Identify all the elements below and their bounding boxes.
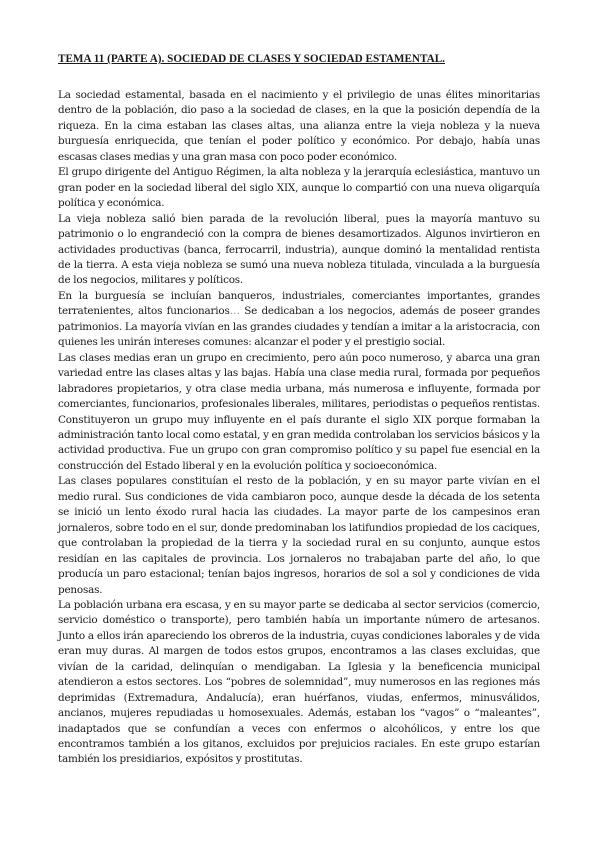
paragraph-poblacion-urbana: La población urbana era escasa, y en su mayor parte se dedicaba al sector servicios (comercio, servicio doméstico o transporte), pero también había un importante número de artesanos. Junto a ellos irán apareciendo los obreros de la industria, cuyas condiciones laborales y de vida eran muy duras. Al margen de todos estos grupos, encontramos a las clases excluidas, que vivían de la caridad, delinquían o mendigaban. La Iglesia y la beneficencia municipal atendieron a estos sectores. Los “pobres de solemnidad”, muy numerosos en las regiones más deprimidas (Extremadura, Andalucía), eran huérfanos, viudas, enfermos, minusválidos, ancianos, mujeres repudiadas u homosexuales. Además, estaban los “vagos” o “maleantes”, inadaptados que se confundían a veces con enfermos o alcohólicos, y entre los que encontramos también a los gitanos, excluidos por prejuicios raciales. En este grupo estarían también los presidiarios, expósitos y prostitutas.	[58, 598, 540, 766]
paragraph-clases-medias: Las clases medias eran un grupo en crecimiento, pero aún poco numeroso, y abarca una gran variedad entre las clases altas y las bajas. Había una clase media rural, formada por pequeños labradores propietarios, y otra clase media urbana, más numerosa e influyente, formada por comerciantes, funcionarios, profesionales liberales, militares, periodistas o pequeños rentistas. Constituyeron un grupo muy influyente en el país durante el siglo XIX porque formaban la administración tanto local como estatal, y en gran medida controlaban los servicios básicos y la actividad productiva. Fue un grupo con gran compromiso político y su papel fue esencial en la construcción del Estado liberal y en la evolución política y socioeconómica.	[58, 351, 540, 472]
paragraph-sociedad-estamental: La sociedad estamental, basada en el nacimiento y el privilegio de unas élites minoritarias dentro de la población, dio paso a la sociedad de clases, en la que la posición dependía de la riqueza. En la cima estaban las clases altas, una alianza entre la vieja nobleza y la nueva burguesía enriquecida, que tenían el poder político y económico. Por debajo, había unas escasas clases medias y una gran masa con poco poder económico.	[58, 89, 540, 163]
burguesia-text-before: En la burguesía se incluían banqueros, industriales, comerciantes importantes, grandes terratenientes, altos funcionarios	[58, 289, 540, 318]
paragraph-grupo-dirigente: El grupo dirigente del Antiguo Régimen, la alta nobleza y la jerarquía eclesiástica, mantuvo un gran poder en la sociedad liberal del siglo XIX, aunque lo compartió con una nueva oligarquía política y económica.	[58, 166, 540, 210]
document-title: TEMA 11 (PARTE A). SOCIEDAD DE CLASES Y SOCIEDAD ESTAMENTAL.	[58, 53, 445, 65]
paragraph-vieja-nobleza: La vieja nobleza salió bien parada de la revolución liberal, pues la mayoría mantuvo su patrimonio o lo engrandeció con la compra de bienes desamortizados. Algunos invirtieron en actividades productivas (banca, ferrocarril, industria), aunque dominó la mentalidad rentista de la tierra. A esta vieja nobleza se sumó una nueva nobleza titulada, vinculada a la burguesía de los negocios, militares y políticos.	[58, 212, 540, 287]
ellipsis-mark: …	[229, 305, 240, 318]
paragraph-burguesia	[58, 289, 540, 351]
burguesia-text-after: Se dedicaban a los negocios, además de poseer grandes patrimonios. La mayoría vivían en las grandes ciudades y tendían a imitar a la aristocracia, con quienes les unirán intereses comunes: alcanzar el poder y el prestigio social.	[58, 305, 540, 349]
paragraph-clases-populares: Las clases populares constituían el resto de la población, y en su mayor parte vivían en el medio rural. Sus condiciones de vida cambiaron poco, aunque desde la década de los setenta se inició un lento éxodo rural hacia las ciudades. La mayor parte de los campesinos eran jornaleros, sobre todo en el sur, donde predominaban los latifundios propiedad de los caciques, que controlaban la propiedad de la tierra y la sociedad rural en su conjunto, aunque estos residían en las capitales de provincia. Los jornaleros no trabajaban parte del año, lo que producía un paro estacional; tenían bajos ingresos, horarios de sol a sol y condiciones de vida penosas.	[58, 475, 540, 596]
